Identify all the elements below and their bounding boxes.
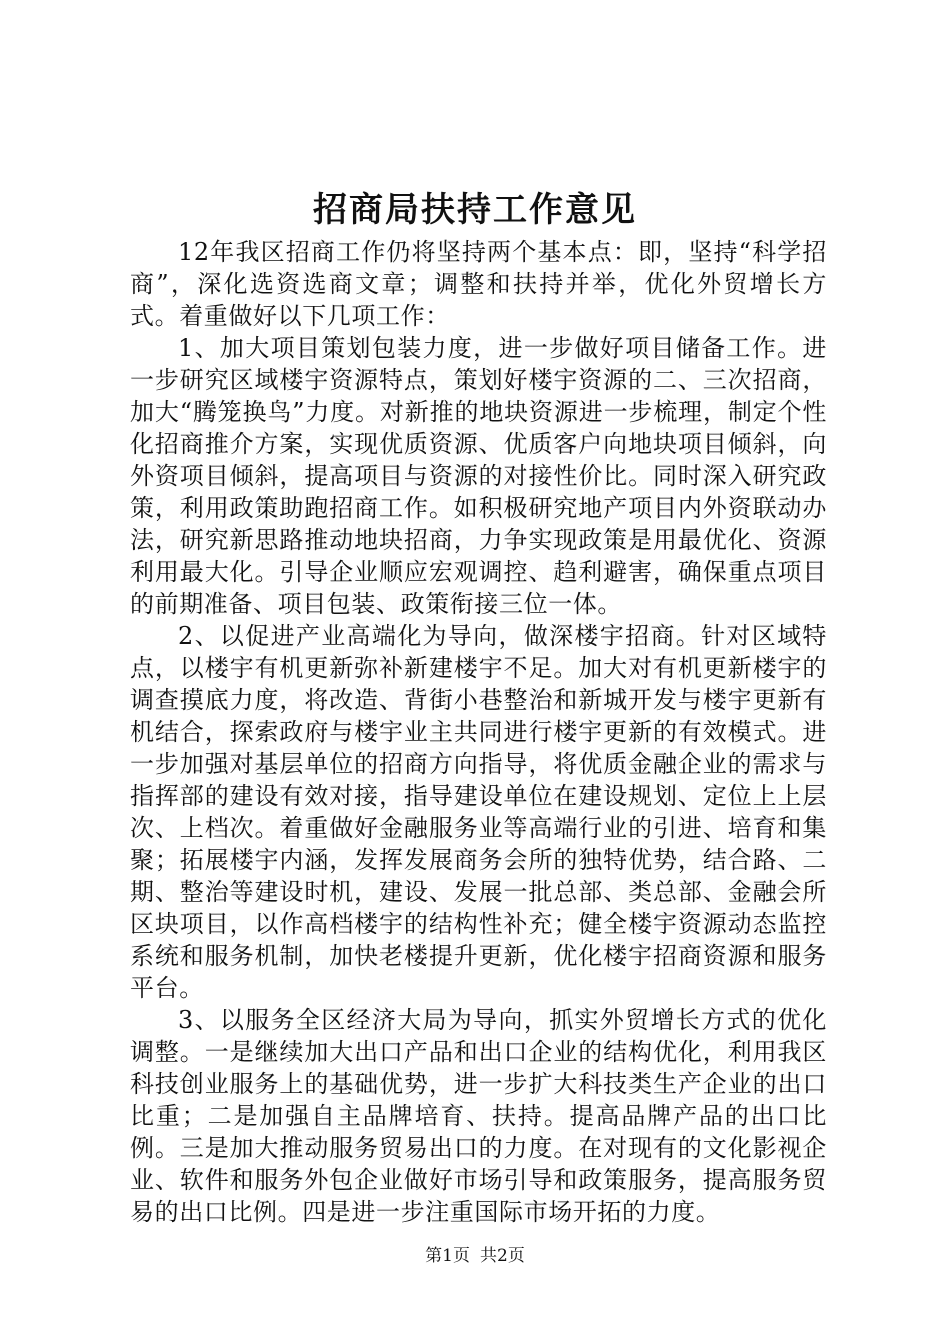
paragraph-item-1: 1、加大项目策划包装力度，进一步做好项目储备工作。进一步研究区域楼宇资源特点，策划好楼宇资源的二、三次招商，加大“腾笼换鸟”力度。对新推的地块资源进一步梳理，制定个性化招商推介方案，实现优质资源、优质客户向地块项目倾斜，向外资项目倾斜，提高项目与资源的对接性价比。同时深入研究政策，利用政策助跑招商工作。如积极研究地产项目内外资联动办法，研究新思路推动地块招商，力争实现政策是用最优化、资源利用最大化。引导企业顺应宏观调控、趋利避害，确保重点项目的前期准备、项目包装、政策衔接三位一体。 [130,334,827,618]
document-title: 招商局扶持工作意见 [313,190,637,230]
paragraph-item-2: 2、以促进产业高端化为导向，做深楼宇招商。针对区域特点，以楼宇有机更新弥补新建楼宇不足。加大对有机更新楼宇的调查摸底力度，将改造、背街小巷整治和新城开发与楼宇更新有机结合，探索政府与楼宇业主共同进行楼宇更新的有效模式。进一步加强对基层单位的招商方向指导，将优质金融企业的需求与指挥部的建设有效对接，指导建设单位在建设规划、定位上上层次、上档次。着重做好金融服务业等高端行业的引进、培育和集聚；拓展楼宇内涵，发挥发展商务会所的独特优势，结合路、二期、整治等建设时机，建设、发展一批总部、类总部、金融会所区块项目，以作高档楼宇的结构性补充；健全楼宇资源动态监控系统和服务机制，加快老楼提升更新，优化楼宇招商资源和服务平台。 [130,622,827,1002]
page-footer [0,1244,950,1268]
page-number: 第1页 [425,1246,470,1266]
paragraph-intro: 12年我区招商工作仍将坚持两个基本点：即，坚持“科学招商”，深化选资选商文章；调整和扶持并举，优化外贸增长方式。着重做好以下几项工作： [130,238,827,330]
document-body [130,236,827,1228]
paragraph-item-3: 3、以服务全区经济大局为导向，抓实外贸增长方式的优化调整。一是继续加大出口产品和出口企业的结构优化，利用我区科技创业服务上的基础优势，进一步扩大科技类生产企业的出口比重；二是加强自主品牌培育、扶持。提高品牌产品的出口比例。三是加大推动服务贸易出口的力度。在对现有的文化影视企业、软件和服务外包企业做好市场引导和政策服务，提高服务贸易的出口比例。四是进一步注重国际市场开拓的力度。 [130,1006,827,1226]
page-total: 共2页 [480,1246,525,1266]
